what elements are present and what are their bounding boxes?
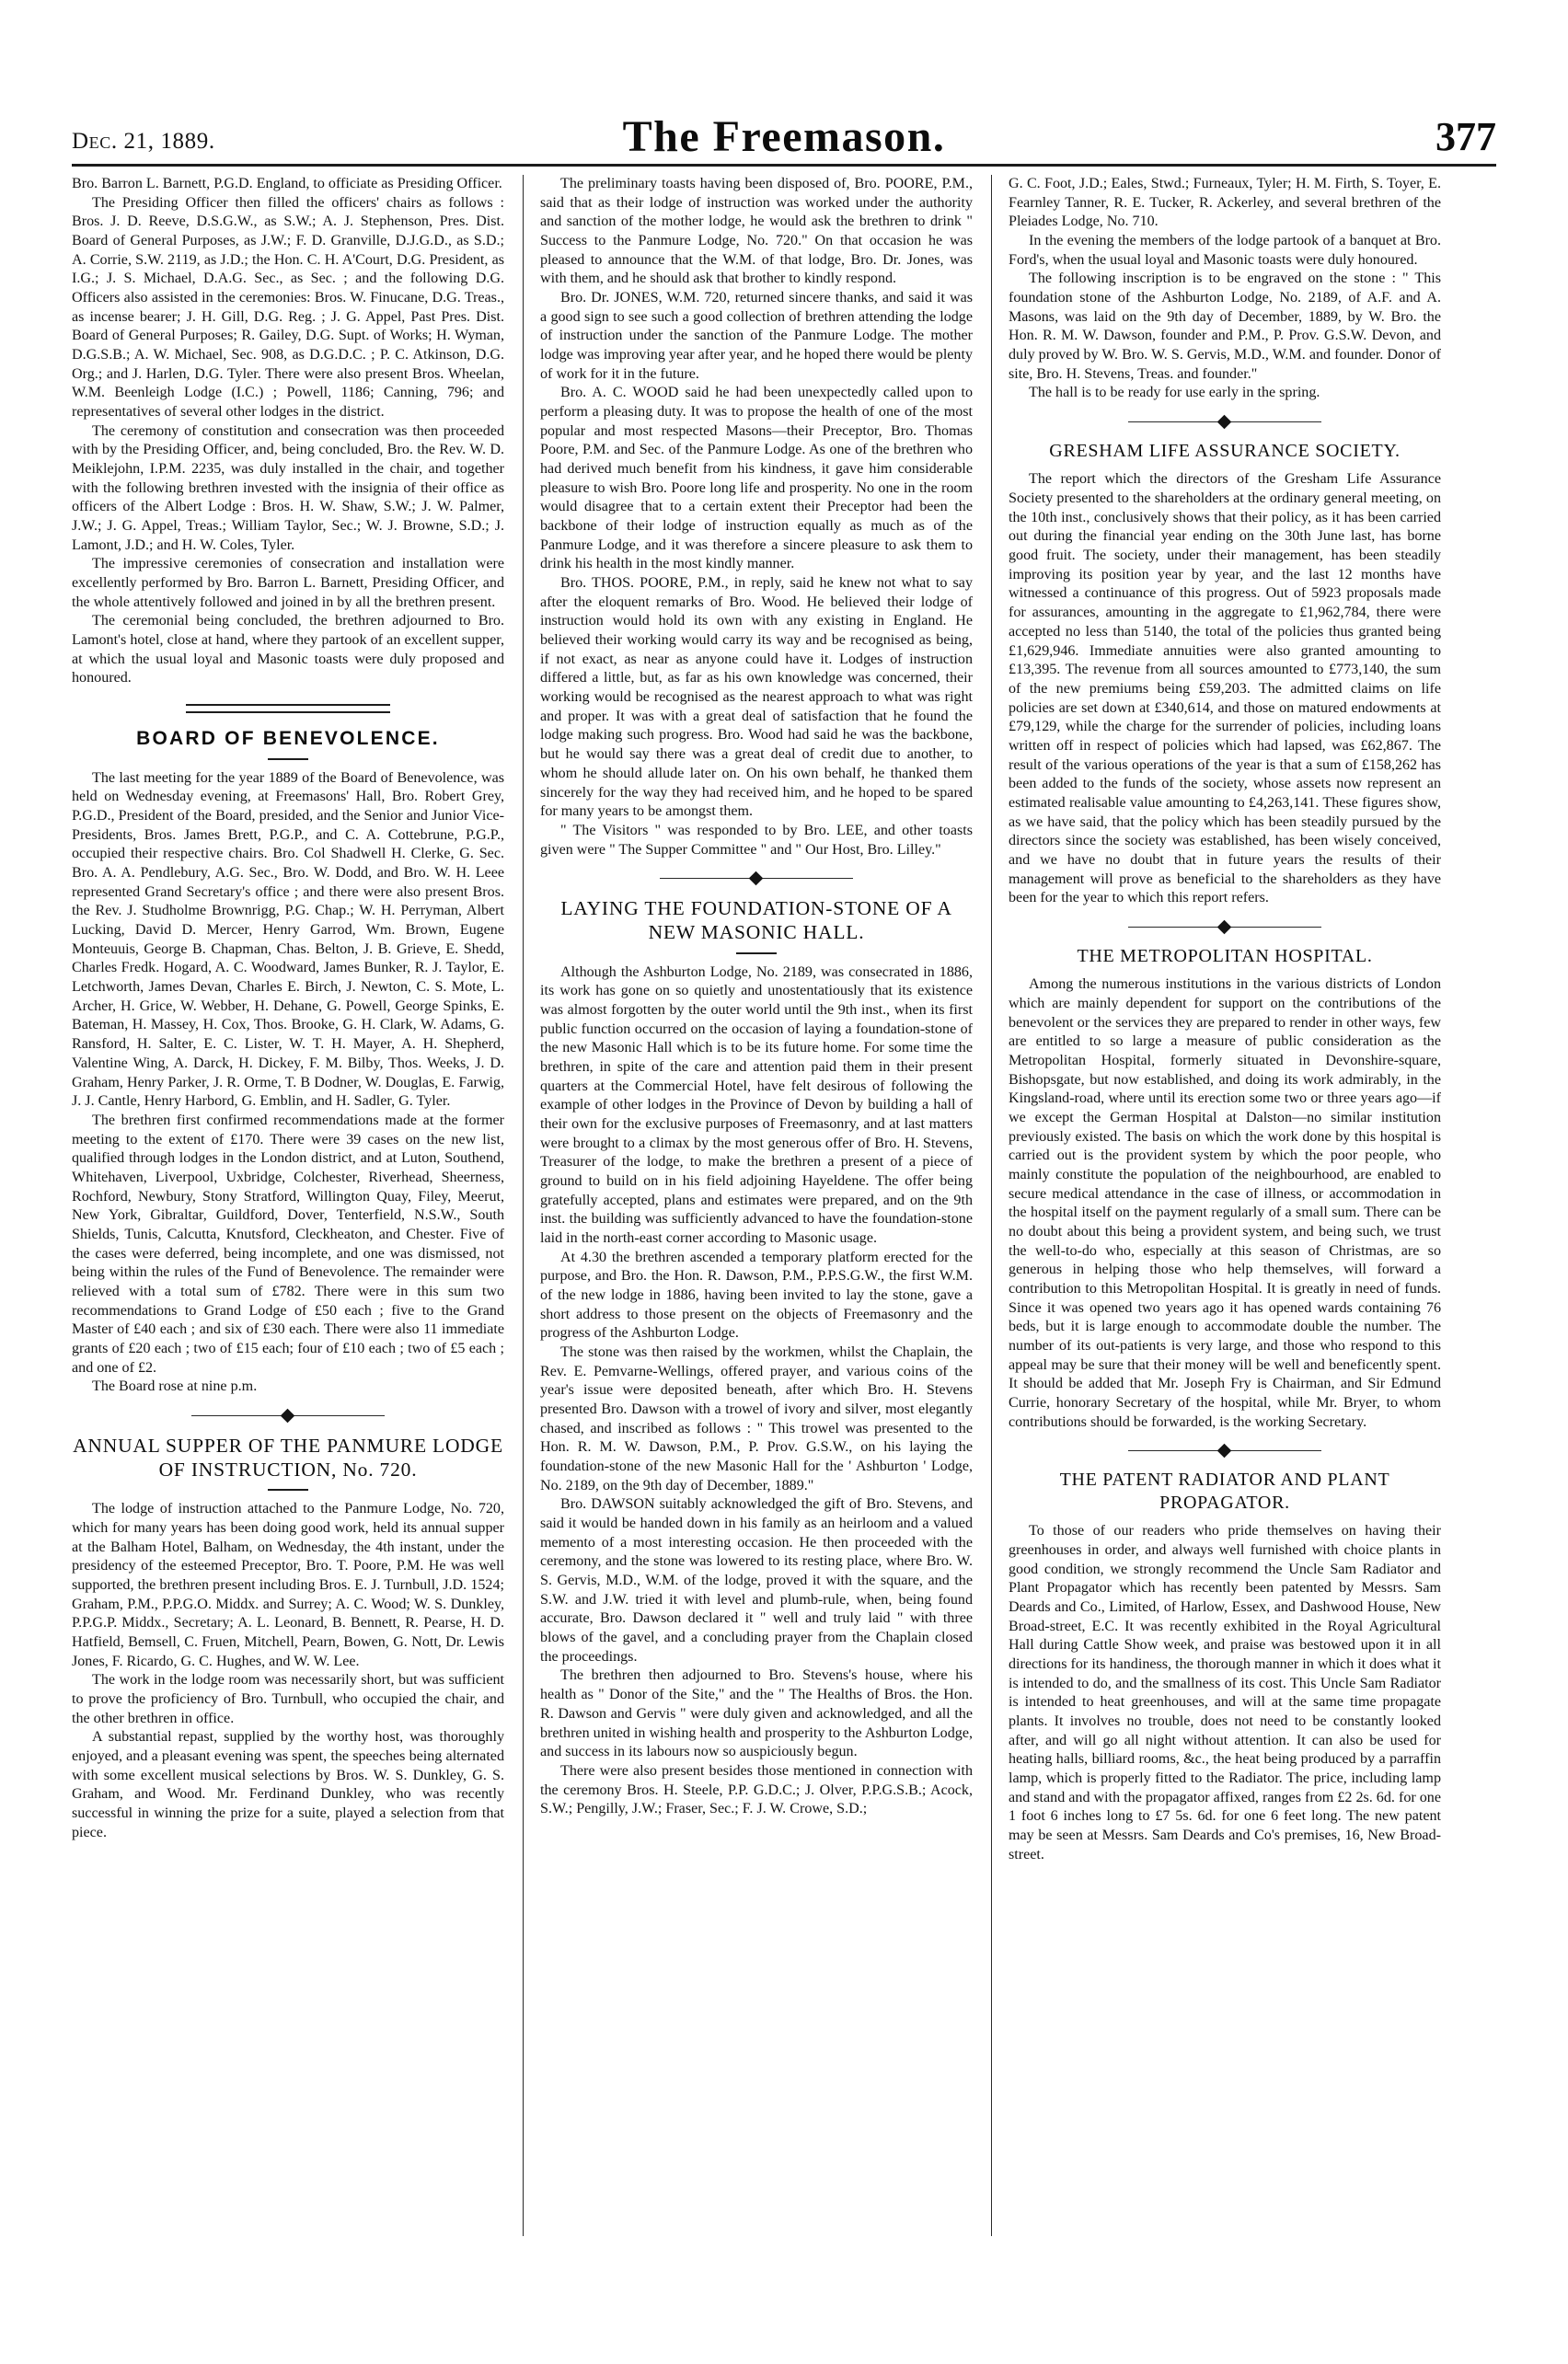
paragraph: The report which the directors of the Gresham Life Assurance Society presented to the shareholders at the ordinary general meeting, on the 10th inst., conclusively shows that their policy, as it has been carried out during the financial year ending on the 30th June last, has borne good fruit. The society, under their management, has been steadily improving its position year by year, and the last 12 months have witnessed a continuance of this progress. Out of 5923 proposals made for assurances, amounting in the aggregate to £1,962,784, there were accepted no less than 5140, the total of the policies thus granted being £1,629,946. Immediate annuities were also granted amounting to £13,395. The revenue from all sources amounted to £773,140, the sum of the new premiums being £59,203. The admitted claims on life policies are set down at £340,614, and those on matured endowments at £79,129, while the charge for the surrender of policies, including loans written off in respect of policies which had lapsed, was £62,867. The result of the various operations of the year is that a sum of £158,262 has been added to the funds of the society, whose assets now represent an estimated realisable value amounting to £4,263,141. These figures show, as we have said, that the policy which has been steadily pursued by the directors since the society was established, has been wisely conceived, and we have no doubt that in future years the results of their management will prove as beneficial to the shareholders as they have been for the year to which this report refers. (1009, 471, 1441, 906)
paragraph: In the evening the members of the lodge partook of a banquet at Bro. Ford's, when the usual loyal and Masonic toasts were duly honoured. (1009, 233, 1441, 268)
section-rule-diamond (660, 872, 853, 885)
paragraph: The following inscription is to be engraved on the stone : " This foundation stone of the Ashburton Lodge, No. 2189, of A.F. and A. Masons, was laid on the 9th day of December, 1889, by W. Bro. the Hon. R. M. W. Dawson, founder and P.M., P. Prov. G.S.W. Devon, and duly proved by W. Bro. W. S. Gervis, M.D., W.M. and founder. Donor of site, Bro. H. Stevens, Treas. and founder." (1009, 271, 1441, 382)
paragraph: " The Visitors " was responded to by Bro. LEE, and other toasts given were " The Supper Committee " and " Our Host, Bro. Lilley." (540, 822, 973, 858)
section-heading-panmure-supper-line1: ANNUAL SUPPER OF THE PANMURE LODGE (73, 1434, 503, 1457)
section-rule-diamond (1128, 921, 1321, 934)
paragraph: The brethren first confirmed recommendations made at the former meeting to the extent of £170. There were 39 cases on the new list, qualified through lodges in the London district, and at Luton, Southend, Whitehaven, Liverpool, Uxbridge, Colchester, Riverhead, Sheerness, Rochford, Newbury, Stony Stratford, Willington Quay, Filey, Meerut, New York, Gibraltar, Guildford, Dover, Tenterfield, N.S.W., South Shields, Tunis, Calcutta, Knutsford, Cleckheaton, and Chester. Five of the cases were deferred, being incomplete, and one was dismissed, not being within the rules of the Fund of Benevolence. The remainder were relieved with a total sum of £782. There were in this sum two recommendations to Grand Lodge of £50 each ; five to the Grand Master of £40 each ; and six of £30 each. There were also 11 immediate grants of £20 each ; two of £15 each; four of £10 each ; two of £5 each ; and one of £2. (72, 1112, 504, 1376)
paragraph: Bro. DAWSON suitably acknowledged the gift of Bro. Stevens, and said it would be handed down in his family as an heirloom and a valued memento of a most interesting occasion. He then proceeded with the ceremony, and the stone was lowered to its resting place, where Bro. W. S. Gervis, M.D., W.M. of the lodge, proved it with the square, and the S.W. and J.W. tried it with level and plumb-rule, when, being found accurate, Bro. Dawson declared it " well and truly laid " with three blows of the gavel, and a concluding prayer from the Chaplain closed the proceedings. (540, 1496, 973, 1665)
paragraph: The ceremonial being concluded, the brethren adjourned to Bro. Lamont's hotel, close at hand, where they partook of an excellent supper, at which the usual loyal and Masonic toasts were duly proposed and honoured. (72, 613, 504, 686)
section-heading-patent-radiator-line1: THE PATENT RADIATOR AND PLANT (1059, 1470, 1390, 1491)
paragraph: The Presiding Officer then filled the officers' chairs as follows : Bros. J. D. Reeve, D.S.G.W., as S.W.; A. J. Stephenson, Pres. Dist. Board of General Purposes, as J.W.; F. D. Granville, D.J.G.D., as S.D.; A. Corrie, S.W. 2119, as J.D.; the Hon. C. H. A'Court, D.G. President, as I.G.; J. S. Michael, D.A.G. Sec., as Sec. ; and the following D.G. Officers also assisted in the ceremonies: Bros. W. Finucane, D.G. Treas., as incense bearer; J. H. Gill, D.G. Reg. ; J. G. Appel, Past Pres. Dist. Board of General Purposes; R. Gailey, D.G. Supt. of Works; H. Wyman, D.G.S.B.; A. W. Michael, Sec. 908, as D.G.D.C. ; P. C. Atkinson, D.G. Org.; and J. Harlen, D.G. Tyler. There were also present Bros. Wheelan, W.M. Beenleigh Lodge (I.C.) ; Powell, 1186; Canning, 796; and representatives of several other lodges in the district. (72, 194, 504, 421)
masthead-divider (72, 164, 1496, 167)
masthead (72, 88, 1496, 160)
spacer (1009, 462, 1441, 470)
section-rule-diamond (191, 1410, 385, 1423)
section-rule-short (736, 952, 777, 954)
paragraph: To those of our readers who pride themselves on having their greenhouses in order, and always well furnished with choice plants in good condition, we strongly recommend the Uncle Sam Radiator and Plant Propagator which has recently been patented by Messrs. Sam Deards and Co., Limited, of Harlow, Essex, and Dashwood House, New Broad-street, E.C. It was recently exhibited in the Royal Agricultural Hall during Cattle Show week, and praise was bestowed upon it in all directions for its handiness, the thorough manner in which it does what it is intended to do, and the smallness of its cost. This Uncle Sam Radiator is intended to heat greenhouses, and will at the same time propagate plants. It involves no trouble, does not need to be constantly looked after, and will go all night without attention. It can also be used for heating halls, billiard rooms, &c., the heat being produced by a parraffin lamp, which is properly fitted to the Radiator. The price, including lamp and stand and with the propagator affixed, ranges from £2 2s. 6d. for one 1 foot 6 inches long to £7 5s. 6d. for one 6 feet long. The new patent may be seen at Messrs. Sam Deards and Co's premises, 16, New Broad-street. (1009, 1523, 1441, 1862)
paragraph: The Board rose at nine p.m. (92, 1378, 258, 1395)
paragraph: There were also present besides those mentioned in connection with the ceremony Bros. H. Steele, P.P. G.D.C.; J. Olver, P.P.G.S.B.; Acock, S.W.; Pengilly, J.W.; Fraser, Sec.; F. J. W. Crowe, S.D.; (540, 1762, 973, 1817)
paragraph: The stone was then raised by the workmen, whilst the Chaplain, the Rev. E. Pemvarne-Wellings, offered prayer, and various coins of the year's issue were deposited beneath, after which Bro. H. Stevens presented Bro. Dawson with a trowel of ivory and silver, most elegantly chased, and inscribed as follows : " This trowel was presented to the Hon. R. M. W. Dawson, P.M., P. Prov. G.S.W., on his laying the foundation-stone of the new Masonic Hall for the ' Ashburton ' Lodge, No. 2189, on the 9th day of December, 1889." (540, 1344, 973, 1493)
column-divider (973, 175, 1009, 2301)
section-heading-foundation-stone-line2: NEW MASONIC HALL. (648, 921, 865, 944)
paragraph: The hall is to be ready for use early in the spring. (1029, 385, 1320, 401)
paragraph: The last meeting for the year 1889 of the Board of Benevolence, was held on Wednesday evening, at Freemasons' Hall, Bro. Robert Grey, P.G.D., President of the Board, presided, and the Senior and Junior Vice-Presidents, Bros. James Brett, P.G.P., and C. A. Cottebrune, P.G.P., occupied their respective chairs. Bro. Col Shadwell H. Clerke, G. Sec. Bro. A. A. Pendlebury, A.G. Sec., Bro. W. Dodd, and Bro. W. H. Leee represented Grand Secretary's office ; and there were also present Bros. the Rev. J. Studholme Brownrigg, P.G. Chap.; W. H. Perryman, Albert Lucking, David D. Mercer, Henry Garrod, Wm. Brown, Eugene Monteuuis, George B. Chapman, Chas. Belton, J. B. Grieve, E. Shedd, Charles Fredk. Hogard, A. C. Woodward, James Bunker, R. J. Taylor, E. Letchworth, James Devan, Charles E. Birch, J. Newton, C. S. Mote, L. Archer, H. Grice, W. Webber, H. Dehane, G. Powell, George Spinks, E. Bateman, H. Massey, H. Cox, Thos. Brooke, G. H. Clark, W. Adams, G. Ransford, H. Salter, E. C. Lister, W. T. H. Mayer, A. H. Shepherd, Valentine Wing, A. Darck, H. Dickey, F. M. Bilby, Thos. Weeks, J. D. Graham, Henry Parker, J. R. Orme, T. B Dodner, W. Douglas, E. Farwig, J. J. Cantle, Henry Harbord, G. Emblin, and H. Sadler, G. Tyler. (72, 769, 504, 1110)
column-3 (1009, 175, 1441, 2301)
paragraph: A substantial repast, supplied by the worthy host, was thoroughly enjoyed, and a pleasant evening was spent, the speeches being alternated with some excellent musical selections by Bros. W. S. Dunkley, G. S. Graham, and Wood. Mr. Ferdinand Dunkley, who was recently successful in winning the prize for a suite, played a selection from that piece. (72, 1729, 504, 1840)
paragraph: Bro. Barron L. Barnett, P.G.D. England, to officiate as Presiding Officer. (72, 176, 502, 191)
paragraph: The brethren then adjourned to Bro. Stevens's house, where his health as " Donor of the Site," and the " The Healths of Bros. the Hon. R. Dawson and Gervis " were duly given and acknowledged, and all the brethren united in wishing health and prosperity to the Ashburton Lodge, and success in its labours now so auspiciously begun. (540, 1667, 973, 1760)
paragraph: Bro. Dr. JONES, W.M. 720, returned sincere thanks, and said it was a good sign to see such a good collection of brethren attending the lodge of instruction under the sanction of the Panmure Lodge. The mother lodge was improving year after year, and he hoped there would be plenty of work for it in the future. (540, 290, 973, 382)
section-rule-diamond (1128, 1445, 1321, 1458)
paragraph: The impressive ceremonies of consecration and installation were excellently performed by Bro. Barron L. Barnett, Presiding Officer, and the whole attentively followed and joined in by all the brethren present. (72, 556, 504, 610)
section-heading-patent-radiator-line2: PROPAGATOR. (1159, 1492, 1290, 1513)
paragraph: The work in the lodge room was necessarily short, but was sufficient to prove the proficiency of Bro. Turnbull, who occupied the chair, and the other brethren in office. (72, 1672, 504, 1726)
paragraph: The lodge of instruction attached to the Panmure Lodge, No. 720, which for many years has been doing good work, held its annual supper at the Balham Hotel, Balham, on Wednesday, the 4th instant, under the presidency of the esteemed Preceptor, Bro. T. Poore, P.M. He was well supported, the brethren present including Bros. E. J. Turnbull, J.D. 1524; Graham, P.M., P.P.G.O. Middx. and Surrey; A. C. Wood; W. S. Dunkley, P.P.G.P. Middx., Secretary; A. L. Leonard, B. Bennett, R. Pearse, H. D. Hatfield, Bemsell, C. Fruen, Mitchell, Pearn, Bowen, G. Nott, Dr. Lewis Jones, F. Ricardo, G. C. Hughes, and W. W. Lee. (72, 1501, 504, 1669)
paragraph: G. C. Foot, J.D.; Eales, Stwd.; Furneaux, Tyler; H. M. Firth, S. Toyer, E. Fearnley Tanner, R. E. Tucker, R. Ackerley, and several brethren of the Pleiades Lodge, No. 710. (1009, 176, 1441, 230)
paragraph: Bro. A. C. WOOD said he had been unexpectedly called upon to perform a pleasing duty. It was to propose the health of one of the most popular and most respected Masons—their Preceptor, Bro. Thomas Poore, P.M. and Sec. of the Panmure Lodge. As one of the brethren who had derived much benefit from his kindness, it gave him considerable pleasure to wish Bro. Poore long life and prosperity. No one in the room would disagree that to a certain extent their Preceptor had been the backbone of their lodge of instruction equally as much as of the Panmure Lodge, and it was therefore a sincere pleasure to ask them to drink his health in the most kindly manner. (540, 385, 973, 572)
issue-date: Dec. 21, 1889. (72, 129, 215, 154)
section-heading-metropolitan-hospital: THE METROPOLITAN HOSPITAL. (1077, 945, 1373, 966)
publication-title: The Freemason. (622, 112, 946, 161)
article-columns (72, 175, 1496, 2301)
section-heading-panmure-supper-line2: OF INSTRUCTION, No. 720. (158, 1459, 418, 1482)
paragraph: The ceremony of constitution and consecration was then proceeded with by the Presiding Officer, and, being concluded, Bro. the Rev. W. D. Meiklejohn, I.P.M. 2235, was duly installed in the chair, and together with the following brethren invested with the insignia of their office as officers of the Albert Lodge : Bros. H. W. Shaw, S.W.; J. W. Palmer, J.W.; J. G. Appel, Treas.; William Taylor, Sec.; W. J. Browne, S.D.; J. Lamont, J.D.; and H. W. Coles, Tyler. (72, 422, 504, 553)
section-heading-board-of-benevolence: BOARD OF BENEVOLENCE. (136, 728, 440, 750)
paragraph: Although the Ashburton Lodge, No. 2189, was consecrated in 1886, its work has gone on so quietly and unostentatiously that its existence was almost forgotten by the outer world until the 9th inst., when its first public function occurred on the occasion of laying a foundation-stone of the new Masonic Hall which is to be its future home. For some time the brethren, in spite of the care and attention paid them in their present quarters at the Commercial Hotel, have felt desirous of following the example of other lodges in the Province of Devon by building a hall of their own for the exclusive purposes of Freemasonry, and at last matters were brought to a climax by the most generous offer of Bro. H. Stevens, Treasurer of the lodge, to make the brethren a present of a piece of ground to build on in his field adjoining Hayeldene. The offer being gratefully accepted, plans and estimates were prepared, and on the 9th inst. the building was sufficiently advanced to have the foundation-stone laid in the north-east corner according to Masonic usage. (540, 963, 973, 1247)
section-rule-diamond (1128, 416, 1321, 429)
spacer (1009, 1514, 1441, 1522)
column-2 (540, 175, 973, 2301)
section-rule-double (186, 704, 390, 713)
paragraph: Bro. THOS. POORE, P.M., in reply, said he knew not what to say after the eloquent remarks of Bro. Wood. He believed their lodge of instruction would hold its own with any existing in England. He believed their working would carry its way and be recognised as being, if not exact, as near as anyone could have it. Lodges of instruction differed a little, but, as far as his own knowledge was concerned, their working would be recognised as the nearest approach to what was right and proper. It was with a great deal of satisfaction that he found the lodge making such progress. Bro. Wood had said he was the backbone, but he would say there was a great deal of credit due to another, to whom he should allude later on. On his own behalf, he thanked them sincerely for the way they had received him, and he hoped to be spared for many years to be amongst them. (540, 575, 973, 820)
paragraph: The preliminary toasts having been disposed of, Bro. POORE, P.M., said that as their lodge of instruction was worked under the authority and sanction of the mother lodge, he would ask the brethren to drink " Success to the Panmure Lodge, No. 720." On that occasion he was pleased to announce that the W.M. of that lodge, Bro. Dr. Jones, was with them, and he should ask that brother to kindly respond. (540, 176, 973, 287)
column-divider (504, 175, 540, 2301)
spacer (1009, 967, 1441, 975)
section-rule-short (268, 758, 308, 760)
column-1 (72, 175, 504, 2301)
section-rule-short (268, 1489, 308, 1491)
section-heading-foundation-stone-line1: LAYING THE FOUNDATION-STONE OF A (560, 897, 952, 920)
section-heading-gresham-life-assurance: GRESHAM LIFE ASSURANCE SOCIETY. (1049, 441, 1401, 462)
paragraph: At 4.30 the brethren ascended a temporary platform erected for the purpose, and Bro. the Hon. R. Dawson, P.M., P.P.S.G.W., the first W.M. of the new lodge in 1886, having been invited to lay the stone, gave a short address to those present on the objects of Freemasonry and the progress of the Ashburton Lodge. (540, 1249, 973, 1342)
paragraph: Among the numerous institutions in the various districts of London which are mainly dependent for support on the contributions of the benevolent or the services they are prepared to render in other ways, few are entitled to so large a measure of public consideration as the Metropolitan Hospital, formerly situated in Devonshire-square, Bishopsgate, but now established, and doing its work admirably, in the Kingsland-road, where until its erection some two or three years ago—if we except the German Hospital at Dalston—no similar institution previously existed. The basis on which the work done by this hospital is carried out is the provident system by which the poor people, who mainly constitute the population of the neighbourhood, are enabled to secure medical attendance in the case of illness, or accommodation in the hospital itself on the payment regularly of a small sum. There can be no doubt about this being a provident system, and being such, we trust the well-to-do who, especially at this season of Christmas, are so generous in helping those who help themselves, will forward a contribution to this Metropolitan Hospital. It is greatly in need of funds. Since it was opened two years ago it has opened wards containing 76 beds, but it is large enough to accommodate double the number. The number of its out-patients is very large, and those who respond to this appeal may be sure that their money will be well and beneficently spent. It should be added that Mr. Joseph Fry is Chairman, and Sir Edmund Currie, honorary Secretary of the hospital, while Mr. Bryer, to whom contributions should be forwarded, is the working Secretary. (1009, 976, 1441, 1430)
page-number: 377 (1435, 114, 1496, 159)
